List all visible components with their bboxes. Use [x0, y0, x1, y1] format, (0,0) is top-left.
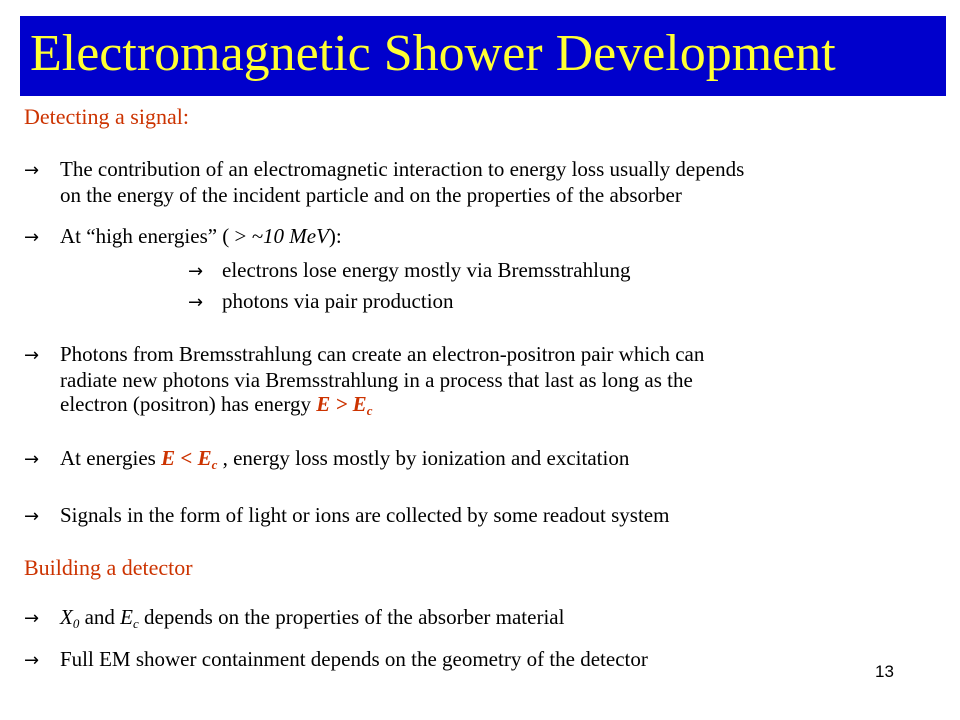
arrow-icon: →	[24, 449, 40, 470]
sub-bullet-photons: → photons via pair production	[188, 289, 454, 313]
arrow-icon: →	[188, 261, 204, 282]
arrow-icon: →	[24, 506, 40, 527]
bullet-high-energies: → At “high energies” ( > ~10 MeV):	[24, 224, 342, 248]
section-heading-detecting: Detecting a signal:	[24, 104, 189, 129]
arrow-icon: →	[188, 292, 204, 313]
bullet-x0-ec: → $X_0$ and $E_c$ depends on the properties of the absorber material	[24, 605, 565, 631]
arrow-icon: →	[24, 227, 40, 248]
bullet-containment: → Full EM shower containment depends on the geometry of the detector	[24, 647, 648, 671]
bullet-signals: → Signals in the form of light or ions are collected by some readout system	[24, 503, 670, 527]
bullet-contribution: → The contribution of an electromagnetic interaction to energy loss usually depends on the energy of the incident particle and on the properties of the absorber	[24, 157, 745, 207]
title-bar	[20, 16, 946, 96]
arrow-icon: →	[24, 608, 40, 629]
page-number: 13	[875, 662, 894, 681]
arrow-icon: →	[24, 345, 40, 366]
bullet-ionization: → At energies $E < E_c$ , energy loss mostly by ionization and excitation	[24, 446, 630, 472]
arrow-icon: →	[24, 650, 40, 671]
slide-title: Electromagnetic Shower Development	[30, 25, 836, 82]
arrow-icon: →	[24, 160, 40, 181]
sub-bullet-electrons: → electrons lose energy mostly via Bremsstrahlung	[188, 258, 631, 282]
bullet-bremsstrahlung: → Photons from Bremsstrahlung can create an electron-positron pair which can radiate new photons via Bremsstrahlung in a process that last as long as the electron (positron) has energy $E > E_c$	[24, 342, 705, 418]
section-heading-building: Building a detector	[24, 555, 193, 580]
